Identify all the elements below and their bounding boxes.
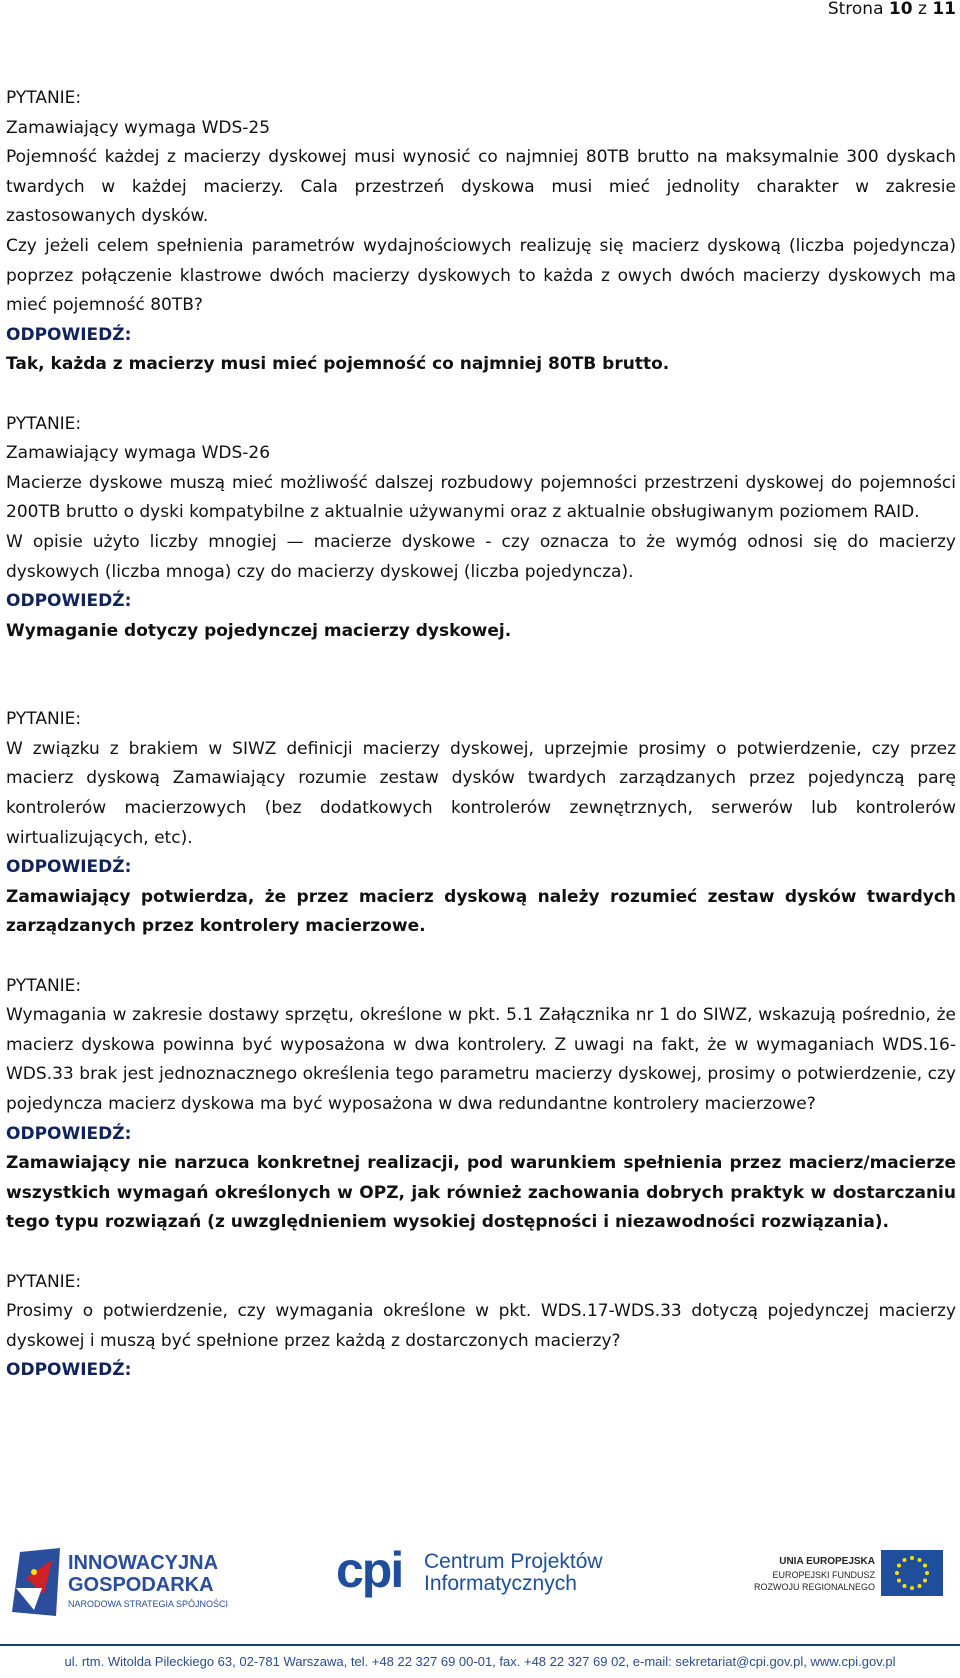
ig-line1: INNOWACYJNA — [68, 1552, 219, 1574]
qa-block — [6, 1268, 956, 1386]
ig-line2: GOSPODARKA — [68, 1574, 214, 1596]
question-text: Pojemność każdej z macierzy dyskowej musi wynosić co najmniej 80TB brutto na maksymalnie 300 dyskach twardych w każdej macierzy. Cala przestrzeń dyskowa musi mieć jednolity charakter w zakresie zastosowanych dysków. — [6, 147, 956, 227]
unia-europejska-logo — [745, 1550, 945, 1620]
answer-label: ODPOWIEDŹ: — [6, 1123, 132, 1144]
footer-address: ul. rtm. Witolda Pileckiego 63, 02-781 Warszawa, tel. +48 22 327 69 00-01, fax. +48 22 327 69 02, e-mail: sekretariat@cpi.gov.pl, www.cpi.gov.pl — [64, 1654, 896, 1669]
question-text: Czy jeżeli celem spełnienia parametrów wydajnościowych realizuję się macierz dyskową (liczba pojedyncza) poprzez połączenie klastrowe dwóch macierzy dyskowych to każda z owych dwóch macierzy dyskowych ma mieć pojemność 80TB? — [6, 235, 956, 316]
eu-flag-icon — [881, 1550, 943, 1596]
question-text: Zamawiający wymaga WDS-25 — [6, 117, 271, 138]
footer-logos — [0, 1532, 960, 1642]
question-text: Prosimy o potwierdzenie, czy wymagania określone w pkt. WDS.17-WDS.33 dotyczą pojedynczej macierzy dyskowej i muszą być spełnione przez każdą z dostarczonych macierzy? — [6, 1301, 956, 1351]
page-current: 10 — [888, 0, 913, 19]
question-label: PYTANIE: — [6, 709, 82, 730]
page-prefix: Strona — [827, 0, 884, 19]
answer-text: Zamawiający potwierdza, że przez macierz dyskową należy rozumieć zestaw dysków twardych zarządzanych przez kontrolery macierzowe. — [6, 886, 956, 937]
footer-divider — [0, 1644, 960, 1646]
answer-label: ODPOWIEDŹ: — [6, 857, 132, 878]
page-total: 11 — [932, 0, 956, 19]
answer-text: Zamawiający nie narzuca konkretnej realizacji, pod warunkiem spełnienia przez macierz/macierze wszystkich wymagań określonych w OPZ, jak również zachowania dobrych praktyk w dostarczaniu tego typu rozwiązań (z uwzględnieniem wysokiej dostępności i niezawodności rozwiązania). — [6, 1153, 956, 1233]
question-label: PYTANIE: — [6, 413, 82, 434]
answer-text: Tak, każda z macierzy musi mieć pojemność co najmniej 80TB brutto. — [6, 354, 670, 375]
page-number — [828, 0, 956, 18]
ue-line2: EUROPEJSKI FUNDUSZ — [772, 1570, 875, 1580]
cpi-logo — [336, 1542, 636, 1612]
ig-line3: NARODOWA STRATEGIA SPÓJNOŚCI — [68, 1599, 229, 1609]
cpi-line1: Centrum Projektów — [424, 1550, 603, 1573]
question-text: W opisie użyto liczby mnogiej — macierze dyskowe - czy oznacza to że wymóg odnosi się do macierzy dyskowych (liczba mnoga) czy do macierzy dyskowej (liczba pojedyncza). — [6, 531, 956, 582]
qa-block — [6, 410, 956, 647]
qa-block — [6, 705, 956, 942]
page-separator: z — [917, 0, 927, 19]
cpi-line2: Informatycznych — [424, 1572, 577, 1595]
question-text: Zamawiający wymaga WDS-26 — [6, 443, 271, 464]
answer-label: ODPOWIEDŹ: — [6, 591, 132, 612]
ue-line3: ROZWOJU REGIONALNEGO — [753, 1582, 875, 1592]
qa-block — [6, 84, 956, 380]
cpi-mark: cpi — [336, 1542, 403, 1598]
question-label: PYTANIE: — [6, 1271, 82, 1292]
answer-label: ODPOWIEDŹ: — [6, 324, 132, 345]
innowacyjna-gospodarka-logo — [12, 1540, 232, 1640]
question-label: PYTANIE: — [6, 975, 82, 996]
question-text: Wymagania w zakresie dostawy sprzętu, określone w pkt. 5.1 Załącznika nr 1 do SIWZ, wskazują pośrednio, że macierz dyskowa powinna być wyposażona w dwa kontrolery. Z uwagi na fakt, że w wymaganiach WDS.16-WDS.33 brak jest jednoznacznego określenia tego parametru macierzy dyskowej, prosimy o potwierdzenie, czy pojedyncza macierz dyskowa ma być wyposażona w dwa redundantne kontrolery macierzowe? — [6, 1005, 956, 1114]
answer-text: Wymaganie dotyczy pojedynczej macierzy dyskowej. — [6, 620, 512, 641]
question-text: W związku z brakiem w SIWZ definicji macierzy dyskowej, uprzejmie prosimy o potwierdzenie, czy przez macierz dyskową Zamawiający rozumie zestaw dysków twardych zarządzanych przez pojedynczą parę kontrolerów macierzowych (bez dodatkowych kontrolerów zewnętrznych, serwerów lub kontrolerów wirtualizujących, etc). — [6, 738, 956, 848]
qa-block — [6, 972, 956, 1238]
question-text: Macierze dyskowe muszą mieć możliwość dalszej rozbudowy pojemności przestrzeni dyskowej do pojemności 200TB brutto o dyski kompatybilne z aktualnie używanymi oraz z aktualnie obsługiwanym poziomem RAID. — [6, 472, 956, 523]
ig-emblem-icon — [12, 1548, 72, 1618]
ue-line1: UNIA EUROPEJSKA — [779, 1556, 875, 1567]
answer-label: ODPOWIEDŹ: — [6, 1360, 132, 1381]
qa-content — [6, 84, 956, 1386]
question-label: PYTANIE: — [6, 88, 82, 108]
